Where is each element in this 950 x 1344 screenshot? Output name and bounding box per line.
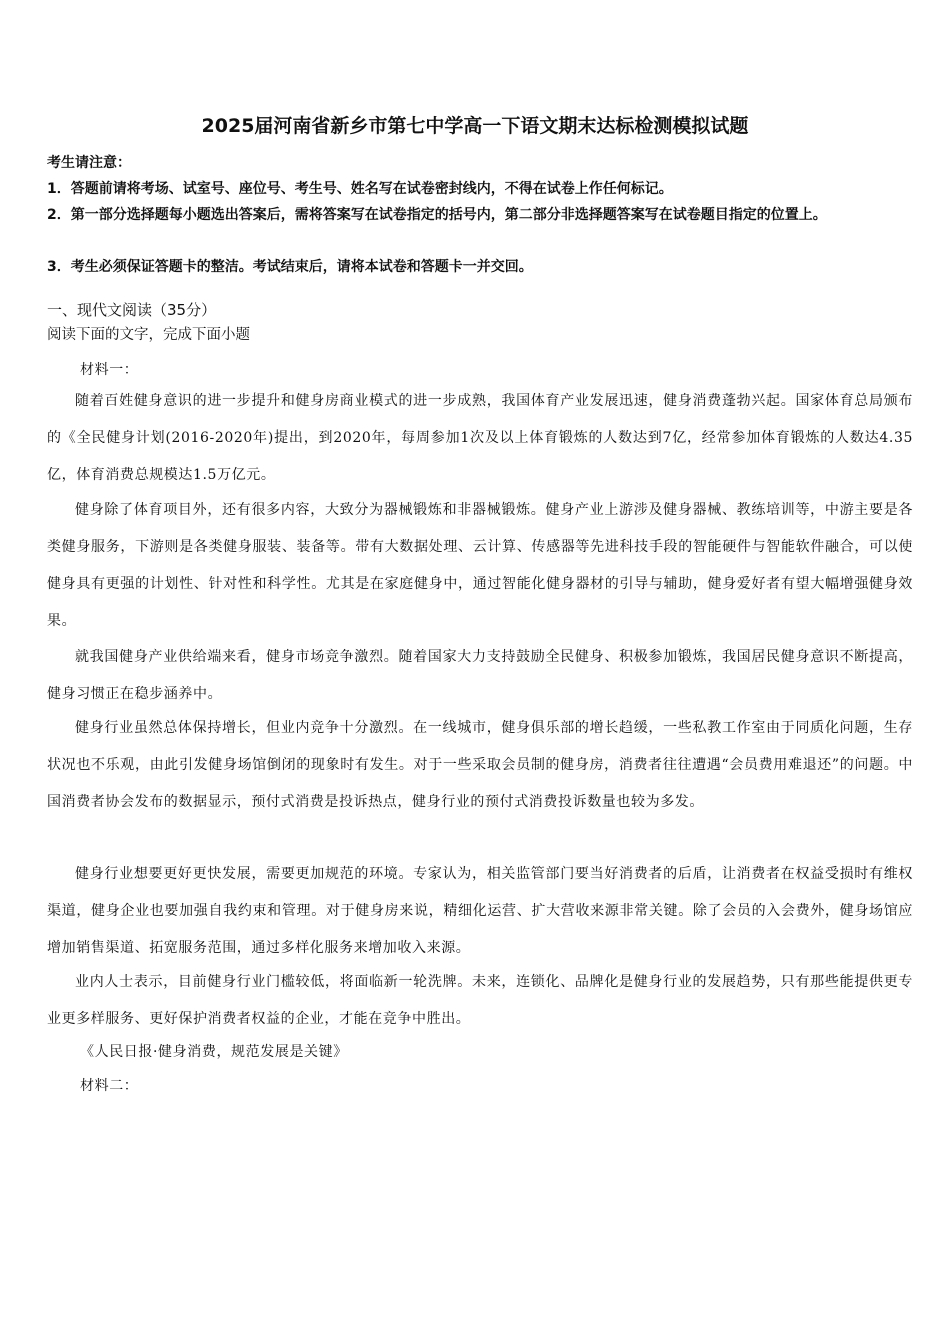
section-heading: 一、现代文阅读（35分） xyxy=(47,301,217,319)
paragraph-2: 健身除了体育项目外，还有很多内容，大致分为器械锻炼和非器械锻炼。健身产业上游涉及健身器械、教练培训等，中游主要是各类健身服务，下游则是各类健身服装、装备等。带有大数据处理、云计算、传感器等先进科技手段的智能硬件与智能软件融合，可以使健身具有更强的计划性、针对性和科学性。尤其是在家庭健身中，通过智能化健身器材的引导与辅助，健身爱好者有望大幅增强健身效果。 xyxy=(47,502,913,629)
notice-heading: 考生请注意： xyxy=(47,155,131,171)
page-title: 2025届河南省新乡市第七中学高一下语文期末达标检测模拟试题 xyxy=(201,115,749,137)
material-1-label: 材料一： xyxy=(80,362,139,378)
notice-item-1: 1．答题前请将考场、试室号、座位号、考生号、姓名写在试卷密封线内，不得在试卷上作任何标记。 xyxy=(47,181,673,197)
notice-item-2: 2．第一部分选择题每小题选出答案后，需将答案写在试卷指定的括号内，第二部分非选择题答案写在试卷题目指定的位置上。 xyxy=(47,207,827,223)
notice-item-3: 3．考生必须保证答题卡的整洁。考试结束后，请将本试卷和答题卡一并交回。 xyxy=(47,259,533,275)
source-citation: 《人民日报·健身消费，规范发展是关键》 xyxy=(80,1044,348,1060)
paragraph-3: 就我国健身产业供给端来看，健身市场竞争激烈。随着国家大力支持鼓励全民健身、积极参加锻炼，我国居民健身意识不断提高，健身习惯正在稳步涵养中。 xyxy=(47,649,913,702)
paragraph-1: 随着百姓健身意识的进一步提升和健身房商业模式的进一步成熟，我国体育产业发展迅速，健身消费蓬勃兴起。国家体育总局颁布的《全民健身计划(2016-2020年)提出，到2020年，每周参加1次及以上体育锻炼的人数达到7亿，经常参加体育锻炼的人数达4.35亿，体育消费总规模达1.5万亿元。 xyxy=(47,393,913,483)
material-2-label: 材料二： xyxy=(80,1078,139,1094)
paragraph-5: 健身行业想要更好更快发展，需要更加规范的环境。专家认为，相关监管部门要当好消费者的后盾，让消费者在权益受损时有维权渠道，健身企业也要加强自我约束和管理。对于健身房来说，精细化运营、扩大营收来源非常关键。除了会员的入会费外，健身场馆应增加销售渠道、拓宽服务范围，通过多样化服务来增加收入来源。 xyxy=(47,866,913,956)
paragraph-4: 健身行业虽然总体保持增长，但业内竞争十分激烈。在一线城市，健身俱乐部的增长趋缓，一些私教工作室由于同质化问题，生存状况也不乐观，由此引发健身场馆倒闭的现象时有发生。对于一些采取会员制的健身房，消费者往往遭遇“会员费用难退还”的问题。中国消费者协会发布的数据显示，预付式消费是投诉热点，健身行业的预付式消费投诉数量也较为多发。 xyxy=(47,720,913,810)
section-instruction: 阅读下面的文字，完成下面小题 xyxy=(47,327,250,343)
paragraph-6: 业内人士表示，目前健身行业门槛较低，将面临新一轮洗牌。未来，连锁化、品牌化是健身行业的发展趋势，只有那些能提供更专业更多样服务、更好保护消费者权益的企业，才能在竞争中胜出。 xyxy=(47,974,913,1027)
